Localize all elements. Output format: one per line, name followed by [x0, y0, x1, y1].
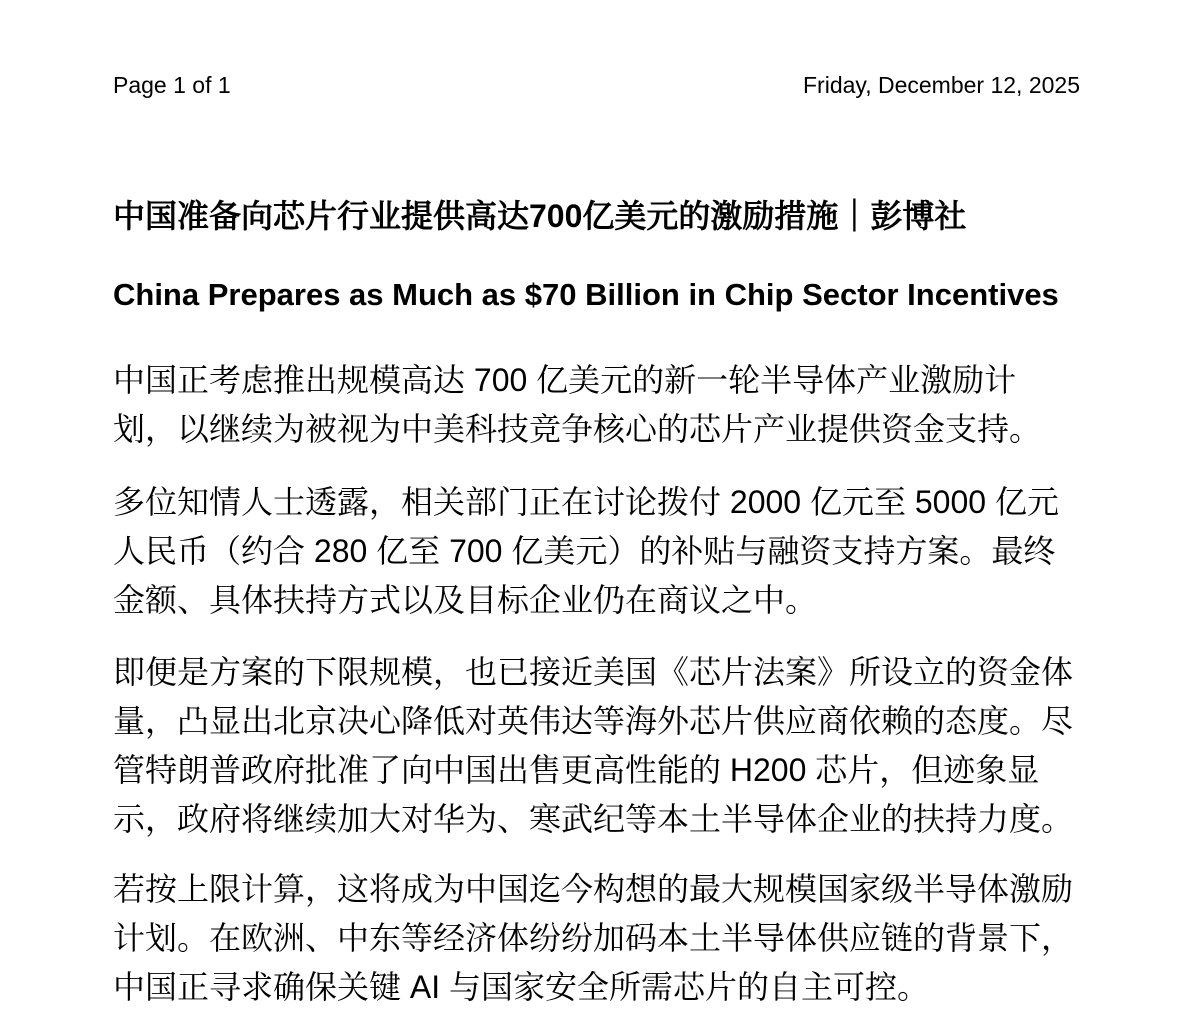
article-title-en: China Prepares as Much as $70 Billion in Chip Sector Incentives: [113, 277, 1059, 312]
article-paragraph-4: 若按上限计算，这将成为中国迄今构想的最大规模国家级半导体激励计划。在欧洲、中东等经济体纷纷加码本土半导体供应链的背景下，中国正寻求确保关键 AI 与国家安全所需芯片的自主可控。: [113, 871, 1074, 1005]
article-paragraph-1: 中国正考虑推出规模高达 700 亿美元的新一轮半导体产业激励计划，以继续为被视为中美科技竞争核心的芯片产业提供资金支持。: [113, 362, 1042, 447]
article-title-zh: 中国准备向芯片行业提供高达700亿美元的激励措施｜彭博社: [113, 198, 967, 234]
date-label: Friday, December 12, 2025: [803, 72, 1080, 98]
page-indicator: Page 1 of 1: [113, 72, 231, 98]
page-header: [113, 70, 1080, 100]
article-paragraph-3: 即便是方案的下限规模，也已接近美国《芯片法案》所设立的资金体量，凸显出北京决心降低对英伟达等海外芯片供应商依赖的态度。尽管特朗普政府批准了向中国出售更高性能的 H200 芯片，但迹象显示，政府将继续加大对华为、寒武纪等本土半导体企业的扶持力度。: [113, 654, 1074, 837]
article-paragraph-2: 多位知情人士透露，相关部门正在讨论拨付 2000 亿元至 5000 亿元人民币（约合 280 亿至 700 亿美元）的补贴与融资支持方案。最终金额、具体扶持方式以及目标企业仍在商议之中。: [113, 484, 1059, 618]
